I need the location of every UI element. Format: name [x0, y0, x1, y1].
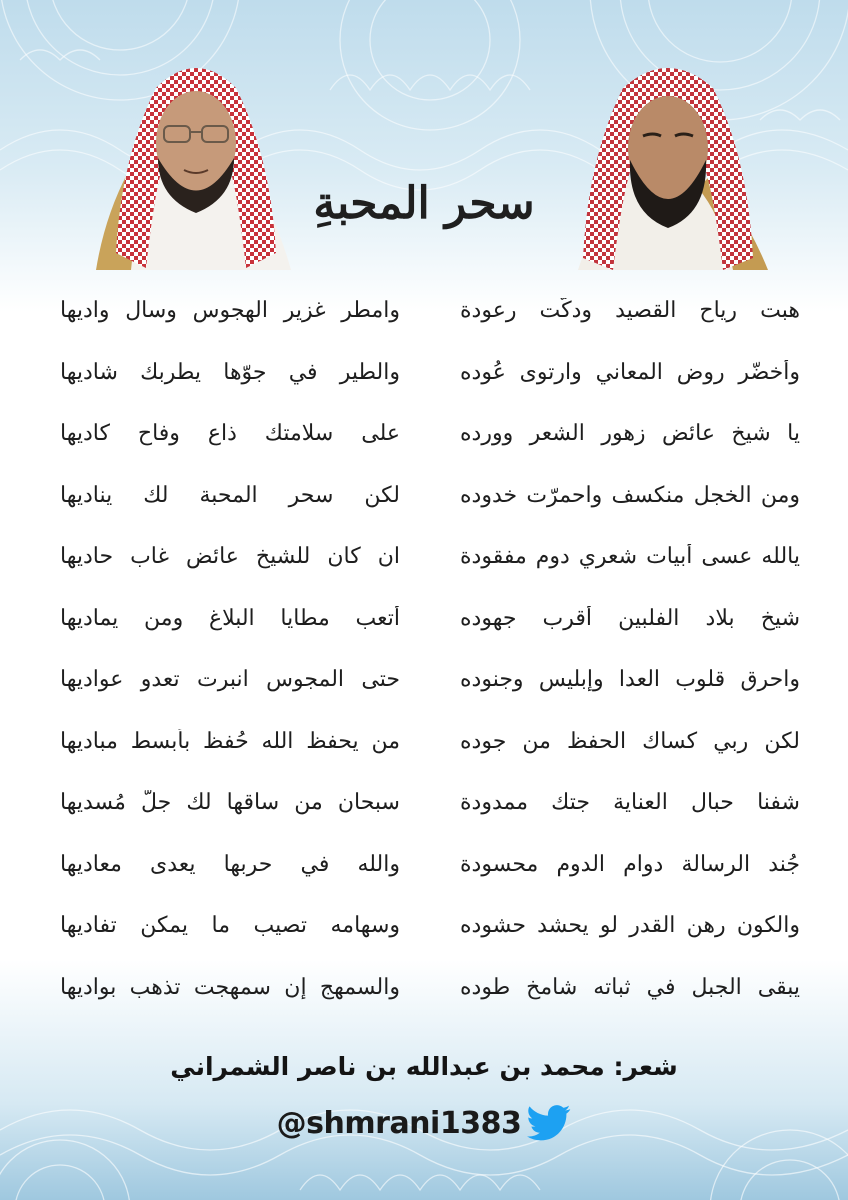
verse-second-half: والله في حربها يعدى معاديها	[60, 851, 400, 877]
verse-3	[60, 411, 800, 473]
verse-2	[60, 350, 800, 412]
verse-12	[60, 965, 800, 1027]
verse-first-half: يالله عسى أبيات شعري دوم مفقودة	[460, 544, 800, 569]
verse-first-half: شفنا حبال العناية جتك ممدودة	[460, 790, 800, 815]
verse-first-half: وأخضّر روض المعاني وارتوى عُوده	[460, 359, 800, 385]
verse-first-half: واحرق قلوب العدا وإبليس وجنوده	[460, 667, 800, 692]
verse-second-half: سبحان من ساقها لك جلّ مُسديها	[60, 790, 400, 815]
poet-credit: شعر: محمد بن عبدالله بن ناصر الشمراني	[170, 1052, 678, 1081]
verse-second-half: والسمهج إن سمهجت تذهب بواديها	[60, 974, 400, 1000]
verse-10	[60, 842, 800, 904]
verse-second-half: حتى المجوس انبرت تعدو عواديها	[60, 667, 400, 692]
verse-first-half: ومن الخجل منكسف واحمرّت خدوده	[460, 482, 800, 508]
portrait-left-image	[86, 48, 306, 270]
verse-second-half: على سلامتك ذاع وفاح كاديها	[60, 421, 400, 446]
verse-first-half: هبت رياح القصيد ودكّت رعودة	[460, 298, 800, 323]
verse-second-half: وامطر غزير الهجوس وسال واديها	[60, 298, 400, 323]
twitter-bird-icon	[527, 1104, 571, 1142]
verse-second-half: أتعب مطايا البلاغ ومن يماديها	[60, 605, 400, 631]
verse-second-half: لكن سحر المحبة لك يناديها	[60, 482, 400, 508]
verse-7	[60, 657, 800, 719]
verse-5	[60, 534, 800, 596]
verse-second-half: ان كان للشيخ عائض غاب حاديها	[60, 544, 400, 569]
verse-second-half: والطير في جوّها يطربك شاديها	[60, 359, 400, 385]
verse-second-half: من يحفظ الله حُفظ بأبسط مباديها	[60, 728, 400, 754]
verse-11	[60, 903, 800, 965]
portrait-right-image	[558, 48, 778, 270]
verse-9	[60, 780, 800, 842]
verse-first-half: يبقى الجبل في ثباته شامخٍ طوده	[460, 974, 800, 1000]
verse-first-half: والكون رهن القدر لو يحشد حشوده	[460, 913, 800, 938]
verse-first-half: لكن ربي كساك الحفظ من جوده	[460, 728, 800, 754]
verse-1	[60, 288, 800, 350]
verse-6	[60, 596, 800, 658]
poem-title: سحر المحبةِ	[313, 178, 535, 229]
verse-4	[60, 473, 800, 535]
verse-8	[60, 719, 800, 781]
twitter-handle-row[interactable]	[250, 1098, 598, 1148]
twitter-handle[interactable]: @shmrani1383	[276, 1105, 522, 1141]
verse-second-half: وسهامه تصيب ما يمكن تفاديها	[60, 913, 400, 938]
verse-first-half: يا شيخ عائض زهور الشعر وورده	[460, 421, 800, 446]
verse-first-half: جُند الرسالة دوام الدوم محسودة	[460, 851, 800, 877]
poem-body	[60, 288, 800, 1026]
verse-first-half: شيخٍ بلاد الفلبين أقرب جهوده	[460, 605, 800, 631]
